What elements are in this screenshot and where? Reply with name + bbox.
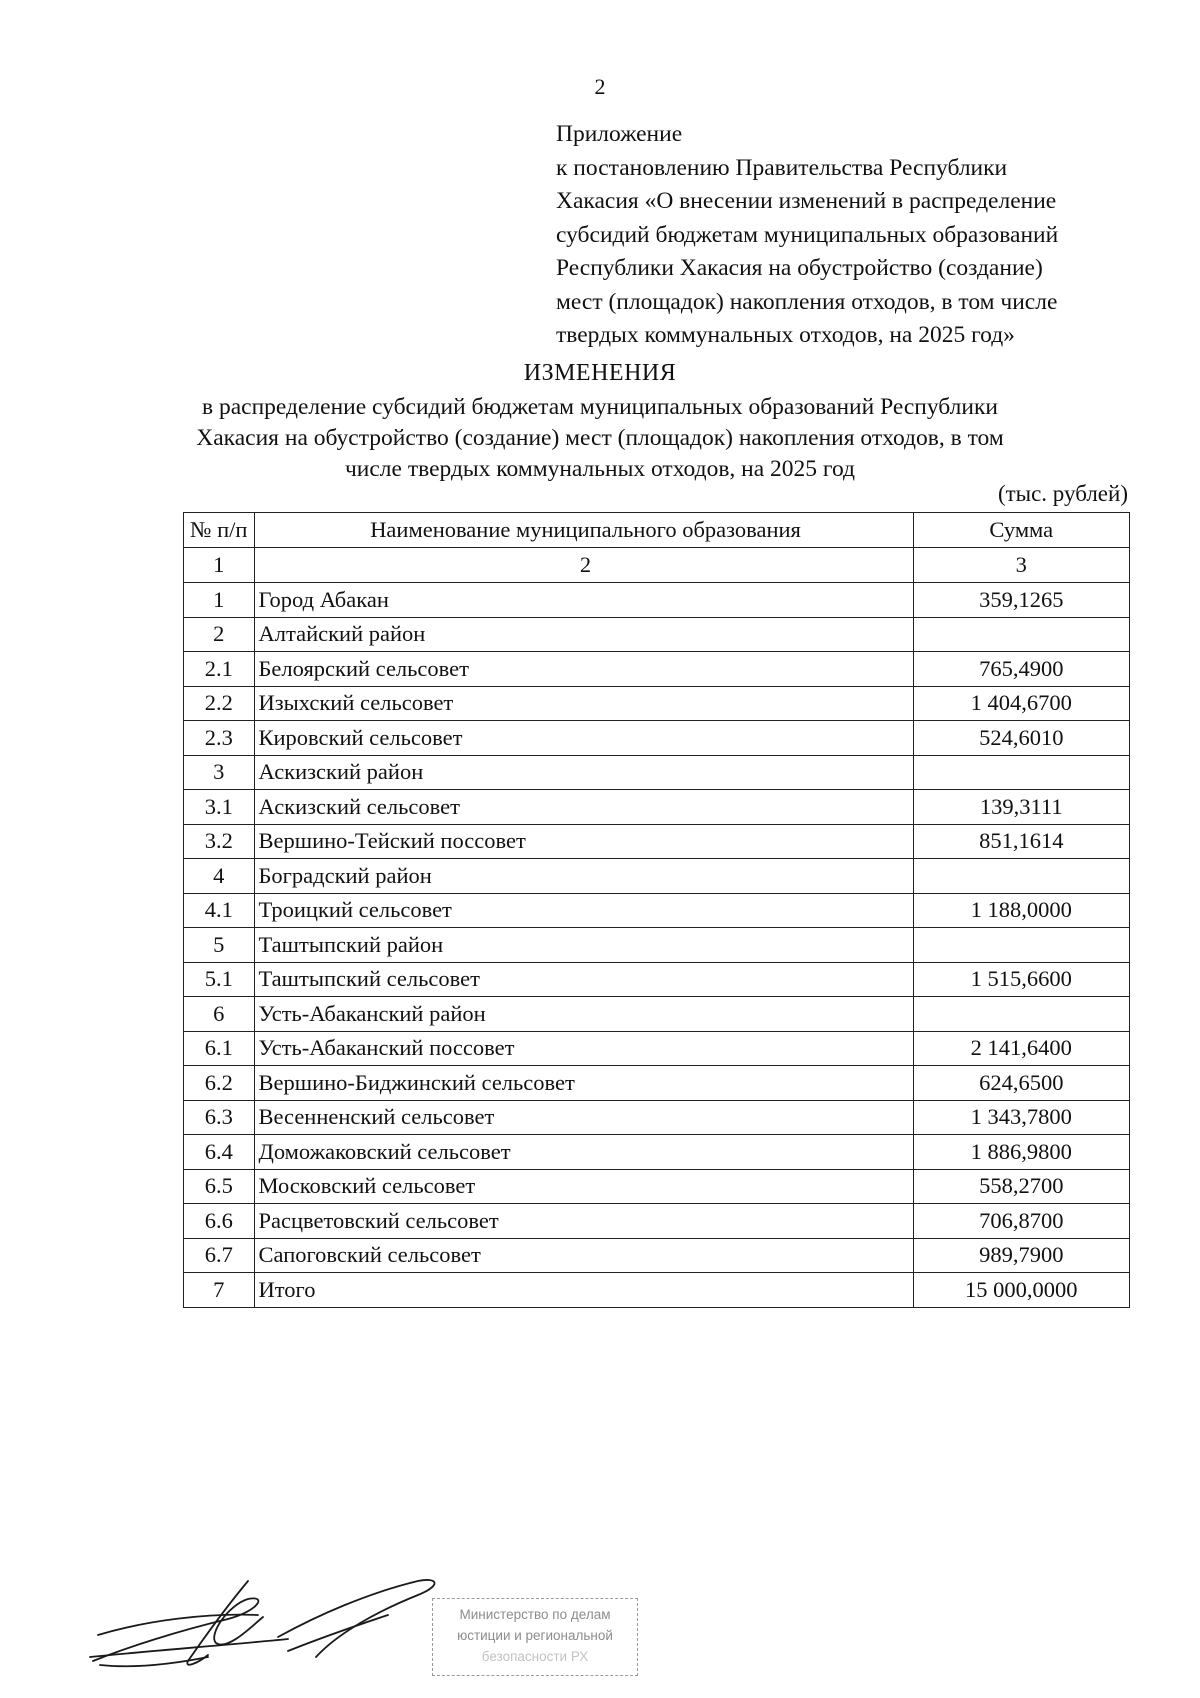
table-header-row bbox=[184, 513, 1130, 548]
row-name: Расцветовский сельсовет bbox=[254, 1204, 913, 1239]
row-name: Кировский сельсовет bbox=[254, 721, 913, 756]
table-row bbox=[184, 1273, 1130, 1308]
row-sum bbox=[913, 755, 1129, 790]
row-sum: 624,6500 bbox=[913, 1066, 1129, 1101]
row-sum: 524,6010 bbox=[913, 721, 1129, 756]
signature bbox=[88, 1565, 468, 1685]
row-number: 6.1 bbox=[184, 1031, 255, 1066]
page-number: 2 bbox=[594, 74, 606, 99]
row-number: 3.1 bbox=[184, 790, 255, 825]
row-name: Аскизский сельсовет bbox=[254, 790, 913, 825]
row-number: 2.2 bbox=[184, 686, 255, 721]
column-number-2: 2 bbox=[254, 548, 913, 583]
row-name: Вершино-Биджинский сельсовет bbox=[254, 1066, 913, 1101]
row-sum: 851,1614 bbox=[913, 824, 1129, 859]
appendix-line: Приложение bbox=[556, 121, 683, 147]
table-row bbox=[184, 721, 1130, 756]
row-sum: 1 886,9800 bbox=[913, 1135, 1129, 1170]
table-row bbox=[184, 617, 1130, 652]
header-number: № п/п bbox=[184, 513, 255, 548]
subtitle-line: в распределение субсидий бюджетам муниципальных образований Республики bbox=[202, 394, 998, 420]
row-name: Город Абакан bbox=[254, 583, 913, 618]
row-name: Таштыпский район bbox=[254, 928, 913, 963]
row-name: Усть-Абаканский район bbox=[254, 997, 913, 1032]
column-number-1: 1 bbox=[184, 548, 255, 583]
row-number: 6.6 bbox=[184, 1204, 255, 1239]
row-name: Итого bbox=[254, 1273, 913, 1308]
table-row bbox=[184, 1066, 1130, 1101]
row-sum bbox=[913, 617, 1129, 652]
table-row bbox=[184, 755, 1130, 790]
row-number: 2.3 bbox=[184, 721, 255, 756]
row-name: Боградский район bbox=[254, 859, 913, 894]
row-name: Московский сельсовет bbox=[254, 1169, 913, 1204]
row-sum bbox=[913, 928, 1129, 963]
table-row bbox=[184, 928, 1130, 963]
row-number: 6.7 bbox=[184, 1238, 255, 1273]
distribution-table bbox=[183, 512, 1130, 1308]
row-sum: 706,8700 bbox=[913, 1204, 1129, 1239]
stamp-line: Министерство по делам bbox=[459, 1607, 611, 1622]
table-row bbox=[184, 1238, 1130, 1273]
row-sum: 558,2700 bbox=[913, 1169, 1129, 1204]
table-row bbox=[184, 790, 1130, 825]
stamp-line: безопасности РХ bbox=[481, 1649, 589, 1664]
row-number: 2.1 bbox=[184, 652, 255, 687]
row-number: 4.1 bbox=[184, 893, 255, 928]
row-sum: 359,1265 bbox=[913, 583, 1129, 618]
table-row bbox=[184, 686, 1130, 721]
table-row bbox=[184, 583, 1130, 618]
row-name: Доможаковский сельсовет bbox=[254, 1135, 913, 1170]
appendix-note bbox=[556, 118, 1156, 353]
table-row bbox=[184, 997, 1130, 1032]
row-number: 4 bbox=[184, 859, 255, 894]
table-body bbox=[184, 583, 1130, 1308]
column-number-3: 3 bbox=[913, 548, 1129, 583]
row-sum: 15 000,0000 bbox=[913, 1273, 1129, 1308]
header-name: Наименование муниципального образования bbox=[254, 513, 913, 548]
row-sum: 765,4900 bbox=[913, 652, 1129, 687]
appendix-line: твердых коммунальных отходов, на 2025 год» bbox=[556, 322, 1015, 348]
appendix-line: мест (площадок) накопления отходов, в том числе bbox=[556, 288, 1058, 315]
row-number: 6.5 bbox=[184, 1169, 255, 1204]
row-name: Аскизский район bbox=[254, 755, 913, 790]
row-number: 3.2 bbox=[184, 824, 255, 859]
subtitle-line: числе твердых коммунальных отходов, на 2025 год bbox=[344, 456, 856, 482]
row-number: 2 bbox=[184, 617, 255, 652]
row-name: Алтайский район bbox=[254, 617, 913, 652]
row-number: 6 bbox=[184, 997, 255, 1032]
row-name: Изыхский сельсовет bbox=[254, 686, 913, 721]
row-name: Весенненский сельсовет bbox=[254, 1100, 913, 1135]
row-name: Сапоговский сельсовет bbox=[254, 1238, 913, 1273]
row-number: 3 bbox=[184, 755, 255, 790]
row-number: 6.3 bbox=[184, 1100, 255, 1135]
row-sum bbox=[913, 859, 1129, 894]
table-row bbox=[184, 824, 1130, 859]
table-row bbox=[184, 1031, 1130, 1066]
row-sum: 1 343,7800 bbox=[913, 1100, 1129, 1135]
row-sum: 1 515,6600 bbox=[913, 962, 1129, 997]
row-sum: 1 188,0000 bbox=[913, 893, 1129, 928]
table-row bbox=[184, 1100, 1130, 1135]
row-number: 6.2 bbox=[184, 1066, 255, 1101]
subtitle-line: Хакасия на обустройство (создание) мест (площадок) накопления отходов, в том bbox=[196, 425, 1004, 451]
table-row bbox=[184, 893, 1130, 928]
appendix-line: субсидий бюджетам муниципальных образований bbox=[556, 221, 1059, 248]
row-number: 7 bbox=[184, 1273, 255, 1308]
table-row bbox=[184, 1169, 1130, 1204]
column-number-row bbox=[184, 548, 1130, 583]
row-sum: 989,7900 bbox=[913, 1238, 1129, 1273]
row-name: Троицкий сельсовет bbox=[254, 893, 913, 928]
table-row bbox=[184, 652, 1130, 687]
row-name: Вершино-Тейский поссовет bbox=[254, 824, 913, 859]
table-row bbox=[184, 1135, 1130, 1170]
table-row bbox=[184, 962, 1130, 997]
row-number: 6.4 bbox=[184, 1135, 255, 1170]
row-number: 5 bbox=[184, 928, 255, 963]
units-label: (тыс. рублей) bbox=[997, 481, 1128, 506]
stamp bbox=[432, 1598, 638, 1676]
table-row bbox=[184, 859, 1130, 894]
row-name: Усть-Абаканский поссовет bbox=[254, 1031, 913, 1066]
row-number: 1 bbox=[184, 583, 255, 618]
document-title: ИЗМЕНЕНИЯ bbox=[523, 360, 677, 386]
appendix-line: к постановлению Правительства Республики bbox=[556, 154, 1008, 181]
row-name: Белоярский сельсовет bbox=[254, 652, 913, 687]
header-sum: Сумма bbox=[913, 513, 1129, 548]
appendix-line: Хакасия «О внесении изменений в распределение bbox=[556, 188, 1057, 214]
row-sum: 2 141,6400 bbox=[913, 1031, 1129, 1066]
document-subtitle bbox=[180, 392, 1020, 485]
row-sum: 1 404,6700 bbox=[913, 686, 1129, 721]
stamp-line: юстиции и региональной bbox=[457, 1628, 613, 1643]
row-number: 5.1 bbox=[184, 962, 255, 997]
appendix-line: Республики Хакасия на обустройство (создание) bbox=[556, 255, 1043, 281]
row-sum: 139,3111 bbox=[913, 790, 1129, 825]
table-row bbox=[184, 1204, 1130, 1239]
row-name: Таштыпский сельсовет bbox=[254, 962, 913, 997]
row-sum bbox=[913, 997, 1129, 1032]
